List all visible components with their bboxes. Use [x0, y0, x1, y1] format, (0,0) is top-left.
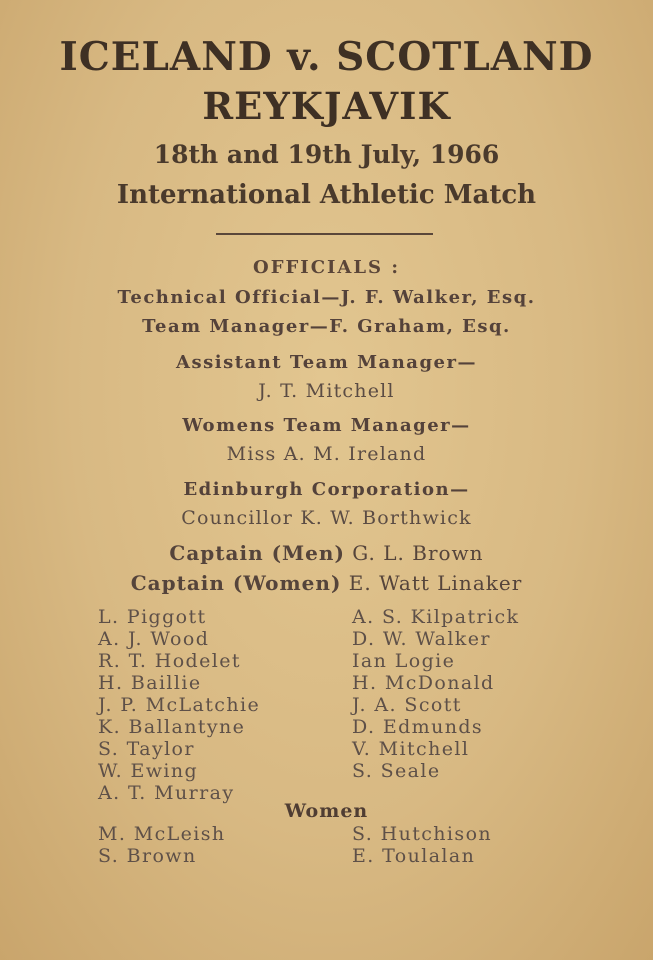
- event-name: International Athletic Match: [116, 180, 537, 210]
- divider-rule: [216, 233, 433, 235]
- athlete-name: A. J. Wood: [98, 628, 210, 650]
- athlete-name: V. Mitchell: [352, 738, 470, 760]
- athlete-name: K. Ballantyne: [98, 716, 246, 738]
- captain-men: [0, 541, 653, 565]
- team-manager: Team Manager—F. Graham, Esq.: [142, 316, 511, 337]
- athlete-name: Ian Logie: [352, 650, 456, 672]
- edinburgh-corporation-label: Edinburgh Corporation—: [183, 479, 470, 500]
- athlete-name: A. T. Murray: [98, 782, 235, 804]
- captain-men-label: Captain (Men): [169, 541, 345, 565]
- athlete-name: L. Piggott: [98, 606, 207, 628]
- captain-women-name: E. Watt Linaker: [348, 571, 523, 595]
- athlete-name: W. Ewing: [98, 760, 199, 782]
- athlete-name: M. McLeish: [98, 823, 226, 845]
- athlete-name: S. Hutchison: [352, 823, 493, 845]
- athlete-name: H. McDonald: [352, 672, 495, 694]
- athlete-name: J. A. Scott: [352, 694, 462, 716]
- match-dates: 18th and 19th July, 1966: [153, 140, 500, 169]
- athlete-name: S. Taylor: [98, 738, 195, 760]
- captain-men-name: G. L. Brown: [352, 541, 484, 565]
- athlete-name: J. P. McLatchie: [98, 694, 261, 716]
- athlete-name: E. Toulalan: [352, 845, 476, 867]
- title-venue: REYKJAVIK: [202, 84, 451, 128]
- officials-heading: OFFICIALS :: [253, 257, 400, 278]
- athlete-name: D. Edmunds: [352, 716, 484, 738]
- womens-manager-name: Miss A. M. Ireland: [226, 443, 427, 465]
- athlete-name: S. Seale: [352, 760, 441, 782]
- athlete-name: S. Brown: [98, 845, 197, 867]
- women-heading: Women: [284, 800, 369, 822]
- athlete-name: A. S. Kilpatrick: [352, 606, 520, 628]
- technical-official: Technical Official—J. F. Walker, Esq.: [117, 287, 536, 308]
- athlete-name: H. Baillie: [98, 672, 202, 694]
- captain-women: [0, 571, 653, 595]
- assistant-manager-name: J. T. Mitchell: [258, 380, 395, 402]
- womens-manager-label: Womens Team Manager—: [182, 415, 471, 436]
- athlete-name: D. W. Walker: [352, 628, 491, 650]
- athlete-name: R. T. Hodelet: [98, 650, 241, 672]
- captain-women-label: Captain (Women): [130, 571, 342, 595]
- assistant-manager-label: Assistant Team Manager—: [176, 352, 477, 373]
- edinburgh-corporation-name: Councillor K. W. Borthwick: [181, 507, 472, 529]
- title-teams: ICELAND v. SCOTLAND: [59, 34, 594, 80]
